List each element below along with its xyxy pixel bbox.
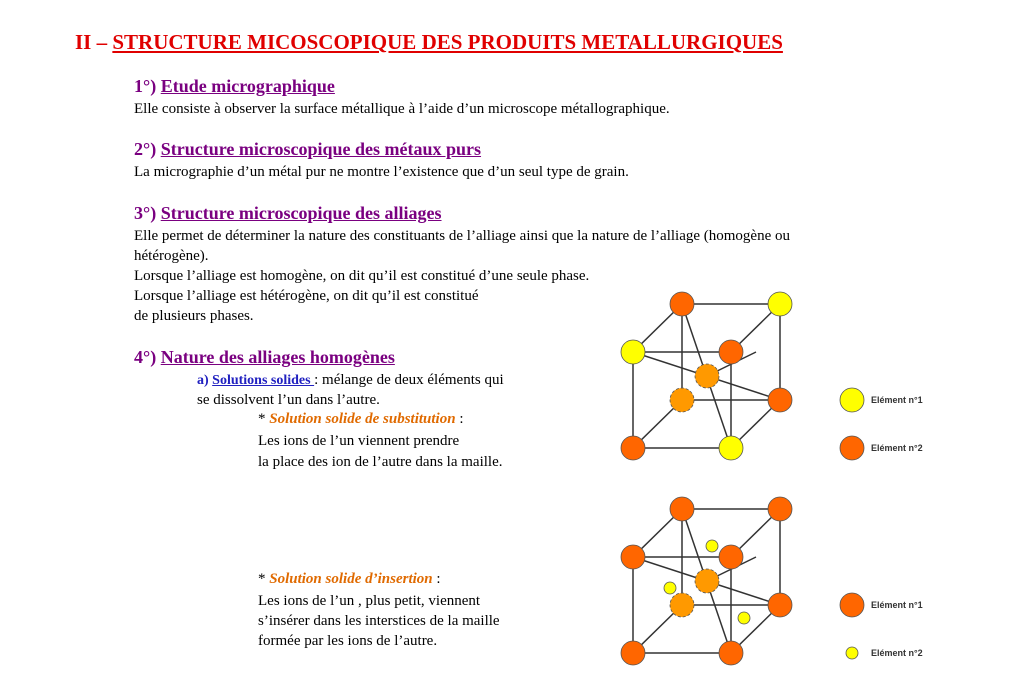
insertion-line-2: s’insérer dans les interstices de la maille	[258, 613, 500, 629]
legend-label-2: Elément n°2	[871, 443, 923, 453]
insertion-label: Solution solide d’insertion	[269, 571, 433, 587]
atom-element-1	[719, 436, 743, 460]
atom-element-1	[670, 497, 694, 521]
atom-element-2	[695, 364, 719, 388]
legend-label-2: Elément n°2	[871, 648, 923, 658]
section-3-line-4: Lorsque l’alliage est hétérogène, on dit qu’il est constitué	[134, 288, 479, 304]
title-prefix: II –	[75, 30, 113, 54]
atom-element-1	[695, 569, 719, 593]
substitution-lattice-diagram	[610, 285, 950, 470]
subsection-a-line-2: se dissolvent l’un dans l’autre.	[197, 392, 380, 408]
substitution-label: Solution solide de substitution	[269, 411, 456, 427]
substitution-colon: :	[455, 411, 464, 427]
subsection-a-text: : mélange de deux éléments qui	[314, 372, 504, 388]
insertion-legend	[840, 593, 923, 659]
atom-element-2	[670, 388, 694, 412]
legend-swatch-2	[840, 436, 864, 460]
atom-element-2	[719, 340, 743, 364]
atom-element-2	[768, 388, 792, 412]
atom-element-1	[621, 340, 645, 364]
section-3-number: 3°)	[134, 203, 161, 223]
substitution-line-1: Les ions de l’un viennent prendre	[258, 433, 460, 449]
section-1-heading	[134, 76, 335, 97]
section-3-line-1: Elle permet de déterminer la nature des constituants de l’alliage ainsi que la nature de l’alliage (homogène ou	[134, 228, 790, 244]
atom-element-1	[621, 545, 645, 569]
section-3-heading	[134, 203, 442, 224]
section-2-number: 2°)	[134, 139, 161, 159]
section-4-heading	[134, 347, 395, 368]
insertion-lattice-diagram	[610, 490, 950, 675]
section-1-text: Elle consiste à observer la surface métallique à l’aide d’un microscope métallographique.	[134, 101, 670, 117]
title-text: STRUCTURE MICOSCOPIQUE DES PRODUITS METALLURGIQUES	[112, 30, 783, 54]
legend-swatch-2	[846, 647, 858, 659]
section-3-line-3: Lorsque l’alliage est homogène, on dit qu’il est constitué d’une seule phase.	[134, 268, 590, 284]
insertion-heading	[258, 569, 441, 589]
atom-element-1	[719, 641, 743, 665]
atom-element-1	[621, 641, 645, 665]
atom-element-1	[670, 593, 694, 617]
atom-element-2	[706, 540, 718, 552]
substitution-legend	[840, 388, 923, 460]
section-2-label: Structure microscopique des métaux purs	[160, 139, 482, 159]
section-2-text: La micrographie d’un métal pur ne montre l’existence que d’un seul type de grain.	[134, 164, 629, 180]
legend-label-1: Elément n°1	[871, 600, 923, 610]
insertion-line-1: Les ions de l’un , plus petit, viennent	[258, 593, 481, 609]
atom-element-1	[768, 497, 792, 521]
substitution-heading	[258, 409, 463, 429]
legend-label-1: Elément n°1	[871, 395, 923, 405]
subsection-a	[197, 370, 504, 391]
legend-swatch-1	[840, 388, 864, 412]
section-2-heading	[134, 139, 481, 160]
atom-element-2	[664, 582, 676, 594]
page-title	[75, 30, 783, 55]
atom-element-1	[719, 545, 743, 569]
section-1-number: 1°)	[134, 76, 161, 96]
subsection-a-label: Solutions solides	[212, 373, 315, 388]
atom-element-1	[768, 593, 792, 617]
section-3-label: Structure microscopique des alliages	[160, 203, 442, 223]
insertion-colon: :	[432, 571, 441, 587]
section-3-line-5: de plusieurs phases.	[134, 308, 254, 324]
atom-element-2	[621, 436, 645, 460]
atom-element-1	[768, 292, 792, 316]
atom-element-2	[670, 292, 694, 316]
legend-swatch-1	[840, 593, 864, 617]
section-4-label: Nature des alliages homogènes	[160, 347, 395, 367]
insertion-bullet: *	[258, 571, 270, 587]
section-4-number: 4°)	[134, 347, 161, 367]
section-1-label: Etude micrographique	[160, 76, 335, 96]
insertion-line-3: formée par les ions de l’autre.	[258, 633, 438, 649]
atom-element-2	[738, 612, 750, 624]
subsection-a-prefix: a)	[197, 373, 213, 388]
section-3-line-2: hétérogène).	[134, 248, 209, 264]
substitution-bullet: *	[258, 411, 270, 427]
substitution-line-2: la place des ion de l’autre dans la maille.	[258, 454, 503, 470]
